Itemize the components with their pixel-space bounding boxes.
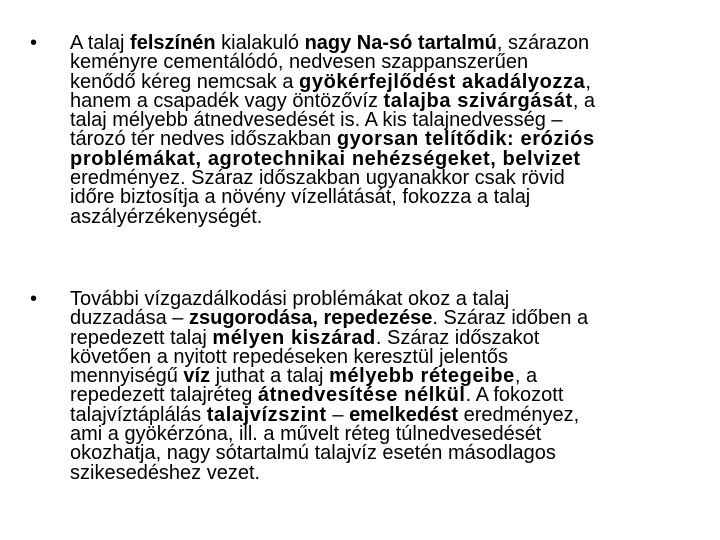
text-run: kialakuló [215, 32, 305, 54]
text-run: duzzadása – [70, 307, 189, 330]
text-run: okozhatja, nagy sótartalmú talajvíz esetén másodlagos [70, 442, 556, 465]
bold-text: emelkedést [349, 403, 459, 426]
bullet-mark: • [30, 288, 38, 310]
bold-text: talajba szivárgását [383, 89, 573, 112]
text-run: hanem a csapadék vagy öntözővíz [70, 89, 384, 112]
bullet-mark: • [30, 32, 38, 54]
text-run: , [585, 70, 591, 93]
bold-text: átnedvesítése nélkül [257, 384, 466, 407]
bold-text: mélyen kiszárad [212, 326, 376, 349]
text-line [70, 461, 690, 484]
text-run: eredményez, [458, 403, 580, 426]
paragraph-text [70, 34, 690, 227]
text-run: keményre cementálódó, nedvesen szappanszerűen [70, 51, 529, 74]
text-run: További vízgazdálkodási problémákat okoz a talaj [70, 288, 510, 310]
bold-text: gyökérfejlődést akadályozza [299, 70, 586, 93]
bold-text: felszínén [130, 32, 216, 54]
bold-text: zsugorodása, repedezése [188, 307, 433, 330]
text-run: szikesedéshez vezet. [70, 461, 261, 484]
text-run: . Száraz időben a [432, 307, 589, 330]
text-run: eredményez. Száraz időszakban ugyanakkor csak rövid [70, 167, 565, 190]
text-run: – [326, 403, 350, 426]
bold-text: problémákat, agrotechnikai nehézségeket, belvizet [70, 147, 581, 170]
text-run: időre biztosítja a növény vízellátását, fokozza a talaj [70, 186, 531, 209]
text-run: mennyiségű [70, 365, 184, 388]
text-run: , a [514, 365, 538, 388]
text-run: talajvíztáplálás [70, 403, 207, 426]
text-run: . A fokozott [465, 384, 564, 407]
bold-text: mélyebb rétegeibe [329, 365, 515, 388]
bold-text: nagy Na-só tartalmú [304, 32, 497, 54]
text-run: aszályérzékenységét. [70, 205, 263, 228]
text-run: követően a nyitott repedéseken keresztül jelentős [70, 345, 509, 368]
text-run: , szárazon [496, 32, 590, 54]
paragraph-text [70, 290, 690, 483]
text-run: kenődő kéreg nemcsak a [70, 70, 300, 93]
text-run: , a [572, 89, 596, 112]
text-run: talaj mélyebb átnedvesedését is. A kis talajnedvesség – [70, 109, 563, 132]
text-run: juthat a talaj [210, 365, 330, 388]
bold-text: talajvízszint [206, 403, 327, 426]
text-run: tározó tér nedves időszakban [70, 128, 337, 151]
bold-text: gyorsan telítődik: eróziós [336, 128, 595, 151]
text-line [70, 205, 690, 228]
bold-text: víz [183, 365, 211, 388]
text-run: A talaj [70, 32, 131, 54]
text-run: . Száraz időszakot [375, 326, 540, 349]
bullet-item-1 [30, 32, 690, 228]
text-run: repedezett talaj [70, 326, 213, 349]
text-run: repedezett talajréteg [70, 384, 258, 407]
bullet-item-2 [30, 288, 690, 484]
text-run: ami a gyökérzóna, ill. a művelt réteg túlnedvesedését [70, 423, 542, 446]
